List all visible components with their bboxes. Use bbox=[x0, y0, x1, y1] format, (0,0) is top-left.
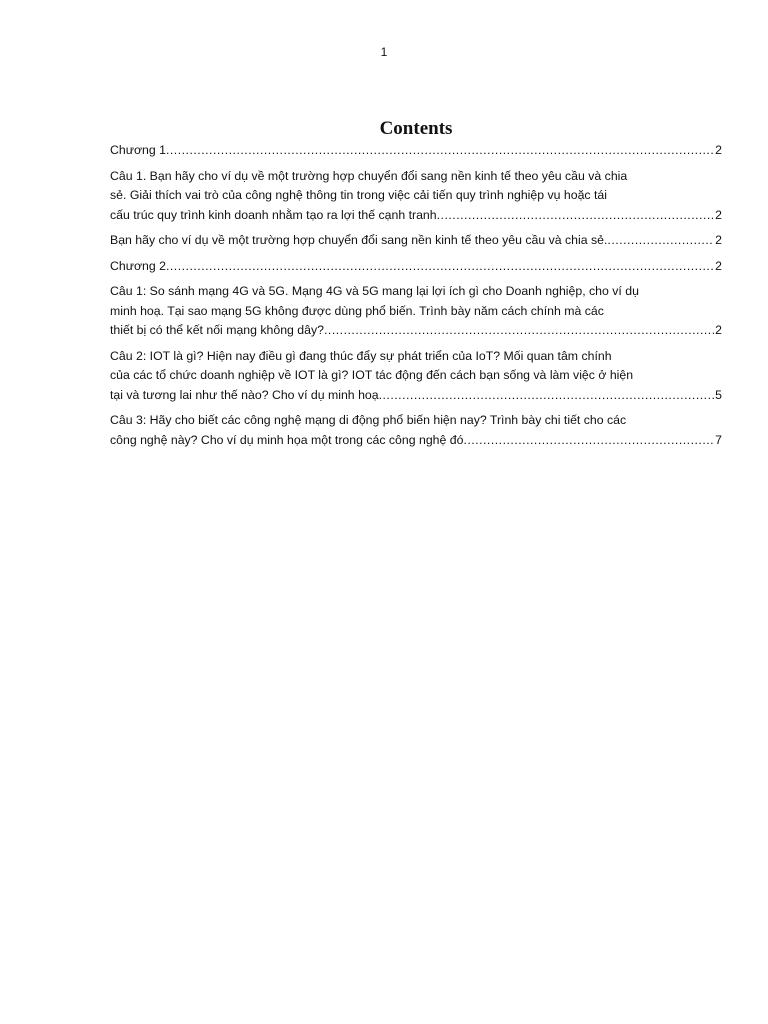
toc-entry[interactable] bbox=[110, 167, 722, 226]
toc-page-number: 2 bbox=[715, 258, 722, 273]
toc-page-number: 7 bbox=[715, 432, 722, 447]
toc-entry-text-line: Câu 2: IOT là gì? Hiện nay điều gì đang thúc đẩy sự phát triển của IoT? Mối quan tâm chính bbox=[110, 348, 612, 363]
dot-leader bbox=[437, 206, 715, 226]
toc-entry-text-line: Chương 2 bbox=[110, 258, 166, 273]
table-of-contents bbox=[110, 141, 722, 456]
dot-leader bbox=[463, 431, 714, 451]
toc-entry-last-line bbox=[110, 257, 722, 277]
toc-entry-last-line bbox=[110, 321, 722, 341]
toc-entry-text-line: công nghệ này? Cho ví dụ minh họa một trong các công nghệ đó bbox=[110, 432, 464, 447]
toc-entry-last-line bbox=[110, 206, 722, 226]
page-number: 1 bbox=[380, 45, 388, 59]
toc-entry-text-line: Bạn hãy cho ví dụ về một trường hợp chuyển đổi sang nền kinh tế theo yêu cầu và chia sẻ. bbox=[110, 233, 608, 247]
toc-entry-last-line bbox=[110, 141, 722, 161]
toc-entry-text-line: Câu 3: Hãy cho biết các công nghệ mạng di động phổ biến hiện nay? Trình bày chi tiết cho các bbox=[110, 413, 627, 427]
toc-entry[interactable] bbox=[110, 231, 722, 251]
dot-leader bbox=[166, 141, 714, 161]
toc-entry[interactable] bbox=[110, 411, 722, 450]
toc-title: Contents bbox=[379, 118, 453, 139]
toc-entry-text-line: cấu trúc quy trình kinh doanh nhằm tạo ra lợi thế cạnh tranh bbox=[110, 207, 437, 222]
toc-page-number: 2 bbox=[715, 233, 722, 247]
toc-entry-text-line: sẻ. Giải thích vai trò của công nghệ thông tin trong việc cải tiến quy trình nghiệp vụ hoặc tái bbox=[110, 188, 607, 202]
toc-entry[interactable] bbox=[110, 141, 722, 161]
toc-entry[interactable] bbox=[110, 347, 722, 406]
toc-page-number: 2 bbox=[715, 143, 722, 157]
toc-page-number: 2 bbox=[715, 323, 722, 337]
toc-entry-text-line: Câu 1. Bạn hãy cho ví dụ về một trường hợp chuyển đổi sang nền kinh tế theo yêu cầu và chia bbox=[110, 168, 628, 183]
toc-entry-text-line: thiết bị có thể kết nối mạng không dây? bbox=[110, 323, 324, 337]
toc-entry-text-line: Chương 1 bbox=[110, 143, 166, 157]
toc-entry-text-line: tại và tương lai như thế nào? Cho ví dụ minh hoạ bbox=[110, 387, 379, 402]
toc-entry[interactable] bbox=[110, 282, 722, 341]
toc-entry-text-line: minh hoạ. Tại sao mạng 5G không được dùng phổ biến. Trình bày năm cách chính mà các bbox=[110, 303, 604, 318]
toc-page-number: 5 bbox=[715, 387, 722, 402]
toc-entry[interactable] bbox=[110, 257, 722, 277]
toc-entry-last-line bbox=[110, 386, 722, 406]
dot-leader bbox=[324, 321, 714, 341]
dot-leader bbox=[379, 386, 715, 406]
dot-leader bbox=[166, 257, 714, 277]
toc-entry-text-line: của các tổ chức doanh nghiệp về IOT là gì? IOT tác động đến cách bạn sống và làm việc ở hiện bbox=[110, 368, 634, 382]
toc-page-number: 2 bbox=[715, 207, 722, 222]
toc-entry-last-line bbox=[110, 431, 722, 451]
toc-entry-text-line: Câu 1: So sánh mạng 4G và 5G. Mạng 4G và 5G mang lại lợi ích gì cho Doanh nghiệp, cho ví dụ bbox=[110, 284, 639, 298]
dot-leader bbox=[607, 231, 714, 251]
toc-entry-last-line bbox=[110, 231, 722, 251]
